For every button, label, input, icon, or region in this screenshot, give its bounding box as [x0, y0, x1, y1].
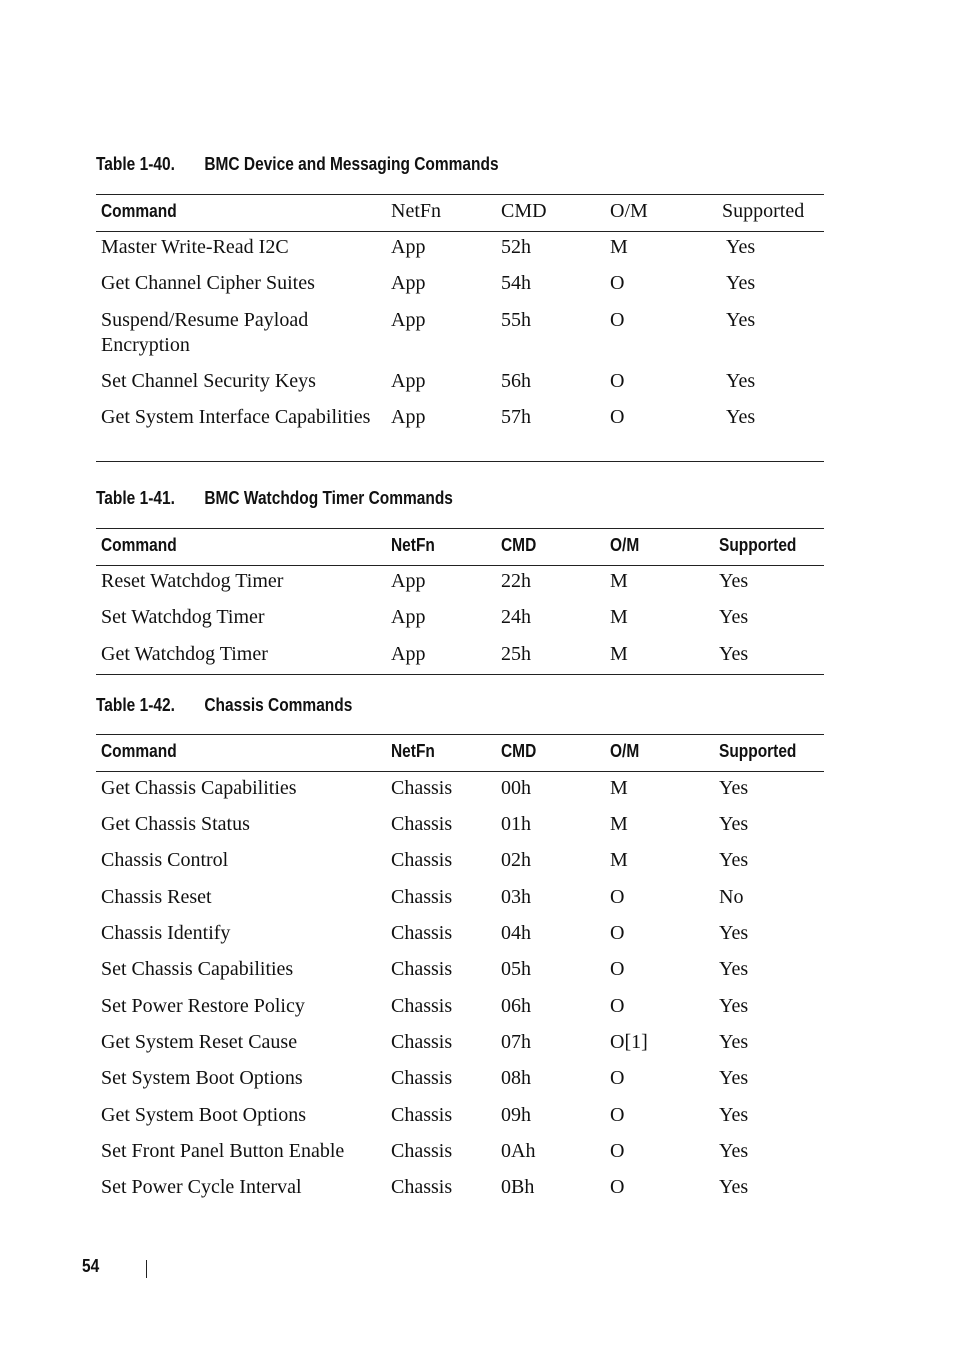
cell-netfn: App [391, 370, 426, 392]
cell-command: Get Watchdog Timer [101, 643, 268, 665]
cell-supported: Yes [719, 1104, 749, 1126]
table-row [96, 405, 824, 461]
header-om: O/M [610, 200, 648, 222]
header-om: O/M [610, 535, 640, 555]
header-command: Command [101, 201, 177, 221]
cell-cmd: 22h [501, 570, 531, 592]
cell-cmd: 56h [501, 370, 531, 392]
cell-command: Set Power Restore Policy [101, 995, 305, 1017]
cell-cmd: 0Bh [501, 1176, 535, 1198]
cell-command: Set Watchdog Timer [101, 606, 265, 628]
table-row [96, 271, 824, 308]
table-row [96, 605, 824, 642]
cell-cmd: 09h [501, 1104, 531, 1126]
cell-command: Set System Boot Options [101, 1067, 303, 1089]
cell-command: Get System Interface Capabilities [101, 406, 371, 428]
cell-cmd: 00h [501, 777, 531, 799]
cell-netfn: Chassis [391, 922, 453, 944]
cell-supported: Yes [726, 370, 756, 392]
cell-command: Set Channel Security Keys [101, 370, 316, 392]
cell-supported: Yes [719, 958, 749, 980]
cell-om: O [610, 922, 625, 944]
cell-supported: Yes [719, 1067, 749, 1089]
cell-cmd: 57h [501, 406, 531, 428]
cell-supported: Yes [726, 272, 756, 294]
table-title: Chassis Commands [204, 695, 353, 715]
cell-cmd: 05h [501, 958, 531, 980]
cell-om: O [610, 1140, 625, 1162]
cell-command: Set Front Panel Button Enable [101, 1140, 345, 1162]
header-supported: Supported [719, 535, 797, 555]
cell-netfn: App [391, 236, 426, 258]
cell-netfn: Chassis [391, 958, 453, 980]
table-caption [96, 695, 352, 716]
cell-netfn: Chassis [391, 1104, 453, 1126]
cell-cmd: 25h [501, 643, 531, 665]
table-row [96, 1030, 824, 1066]
cell-supported: Yes [719, 643, 749, 665]
table-row [96, 1066, 824, 1103]
cell-netfn: Chassis [391, 849, 453, 871]
cell-netfn: App [391, 643, 426, 665]
table-caption [96, 488, 453, 509]
cell-command: Chassis Reset [101, 886, 212, 908]
cell-supported: Yes [726, 309, 756, 331]
table-title: BMC Watchdog Timer Commands [204, 488, 453, 508]
cell-cmd: 02h [501, 849, 531, 871]
cell-om: M [610, 606, 628, 628]
cell-command: Set Chassis Capabilities [101, 958, 294, 980]
chassis-commands-table [96, 734, 824, 1211]
cell-supported: Yes [726, 236, 756, 258]
table-row [96, 308, 824, 369]
cell-supported: No [719, 886, 744, 908]
header-cmd: CMD [501, 200, 547, 222]
cell-supported: Yes [719, 1140, 749, 1162]
table-row [96, 1103, 824, 1139]
cell-om: M [610, 777, 628, 799]
cell-command: Get Chassis Status [101, 813, 250, 835]
cell-cmd: 06h [501, 995, 531, 1017]
cell-cmd: 0Ah [501, 1140, 536, 1162]
cell-om: M [610, 849, 628, 871]
cell-netfn: Chassis [391, 1031, 453, 1053]
cell-om: O [610, 1104, 625, 1126]
cell-om: O [610, 406, 625, 428]
header-om: O/M [610, 741, 640, 761]
cell-supported: Yes [719, 606, 749, 628]
bmc-watchdog-timer-table [96, 528, 824, 675]
table-row [96, 369, 824, 405]
table-row [96, 885, 824, 921]
table-row [96, 569, 824, 605]
header-supported: Supported [722, 200, 805, 222]
table-number: Table 1-41. [96, 488, 175, 508]
cell-command: Get Channel Cipher Suites [101, 272, 315, 294]
cell-supported: Yes [719, 849, 749, 871]
cell-om: O[1] [610, 1031, 648, 1053]
table-row [96, 642, 824, 675]
cell-netfn: App [391, 309, 426, 331]
cell-command: Set Power Cycle Interval [101, 1176, 302, 1198]
cell-command: Reset Watchdog Timer [101, 570, 284, 592]
cell-om: O [610, 370, 625, 392]
table-row [96, 957, 824, 994]
cell-om: O [610, 309, 625, 331]
cell-netfn: Chassis [391, 1140, 453, 1162]
cell-cmd: 08h [501, 1067, 531, 1089]
cell-supported: Yes [719, 922, 749, 944]
table-row [96, 812, 824, 848]
cell-netfn: App [391, 570, 426, 592]
cell-netfn: Chassis [391, 777, 453, 799]
table-number: Table 1-40. [96, 154, 175, 174]
cell-om: M [610, 643, 628, 665]
cell-command: Chassis Identify [101, 922, 231, 944]
header-supported: Supported [719, 741, 797, 761]
cell-cmd: 52h [501, 236, 531, 258]
cell-cmd: 04h [501, 922, 531, 944]
table-row [96, 921, 824, 957]
cell-om: O [610, 995, 625, 1017]
cell-om: O [610, 1067, 625, 1089]
cell-cmd: 01h [501, 813, 531, 835]
table-number: Table 1-42. [96, 695, 175, 715]
cell-cmd: 54h [501, 272, 531, 294]
table-caption [96, 154, 499, 175]
header-netfn: NetFn [391, 741, 435, 761]
cell-om: O [610, 886, 625, 908]
table-row [96, 1139, 824, 1175]
table-row [96, 235, 824, 271]
cell-supported: Yes [719, 570, 749, 592]
cell-supported: Yes [719, 1031, 749, 1053]
cell-om: O [610, 958, 625, 980]
cell-netfn: Chassis [391, 886, 453, 908]
cell-om: M [610, 236, 628, 258]
cell-netfn: App [391, 272, 426, 294]
header-command: Command [101, 741, 177, 761]
cell-netfn: App [391, 406, 426, 428]
cell-supported: Yes [719, 813, 749, 835]
cell-om: O [610, 272, 625, 294]
cell-netfn: Chassis [391, 1067, 453, 1089]
table-header-row [96, 195, 824, 232]
cell-netfn: Chassis [391, 995, 453, 1017]
table-header-row [96, 529, 824, 566]
cell-om: M [610, 813, 628, 835]
bmc-device-messaging-table [96, 194, 824, 462]
table-header-row [96, 735, 824, 772]
header-command: Command [101, 535, 177, 555]
cell-supported: Yes [719, 1176, 749, 1198]
cell-command: Get System Boot Options [101, 1104, 307, 1126]
cell-command: Chassis Control [101, 849, 229, 871]
table-row [96, 848, 824, 885]
header-netfn: NetFn [391, 535, 435, 555]
header-cmd: CMD [501, 741, 537, 761]
cell-netfn: Chassis [391, 813, 453, 835]
cell-supported: Yes [719, 777, 749, 799]
cell-netfn: Chassis [391, 1176, 453, 1198]
header-netfn: NetFn [391, 200, 441, 222]
cell-cmd: 03h [501, 886, 531, 908]
footer-divider [146, 1260, 147, 1278]
cell-supported: Yes [726, 406, 756, 428]
table-row [96, 1175, 824, 1211]
page-number: 54 [82, 1256, 100, 1276]
table-title: BMC Device and Messaging Commands [204, 154, 499, 174]
cell-cmd: 24h [501, 606, 531, 628]
table-row [96, 776, 824, 812]
cell-command: Master Write-Read I2C [101, 236, 289, 258]
cell-netfn: App [391, 606, 426, 628]
header-cmd: CMD [501, 535, 537, 555]
cell-supported: Yes [719, 995, 749, 1017]
cell-command: Get Chassis Capabilities [101, 777, 297, 799]
cell-cmd: 07h [501, 1031, 531, 1053]
table-row [96, 994, 824, 1030]
cell-command: Get System Reset Cause [101, 1031, 298, 1053]
cell-om: O [610, 1176, 625, 1198]
cell-command: Suspend/Resume Payload Encryption [101, 309, 309, 356]
cell-cmd: 55h [501, 309, 531, 331]
cell-om: M [610, 570, 628, 592]
